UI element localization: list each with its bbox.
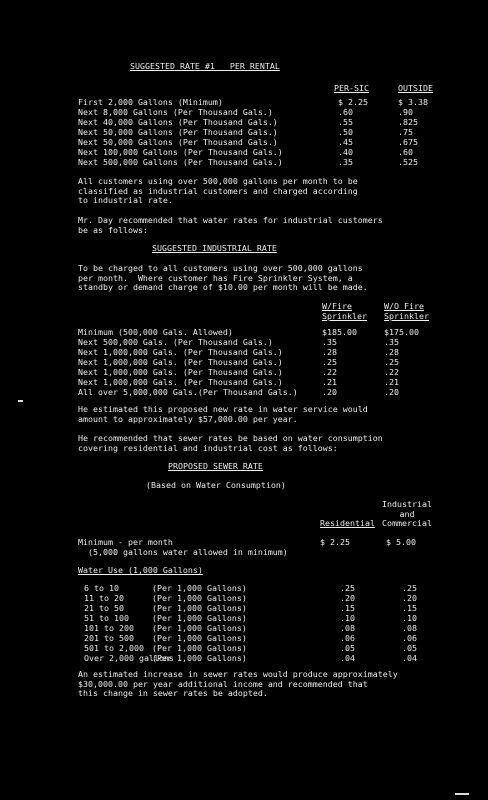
- para-industrial-class: All customers using over 500,000 gallons per month to be classified as industrial customers and charged according to industrial rate.: [78, 176, 358, 206]
- industrial-header-with-sprinkler: W/Fire Sprinkler: [322, 301, 367, 321]
- scan-mark: [455, 793, 469, 795]
- para-industrial-charge: To be charged to all customers using over 500,000 gallons per month. Where customer has Fire Sprinkler System, a standby or demand charge of $10.00 per month will be made.: [78, 263, 368, 293]
- industrial-label: Next 500,000 Gals. (Per Thousand Gals.): [78, 337, 273, 347]
- sewer-header-residential: Residential: [320, 518, 375, 528]
- sewer-residential-value: .25: [340, 583, 355, 593]
- sewer-range: 51 to 100: [84, 613, 129, 623]
- rate-inside-value: .35: [338, 157, 353, 167]
- rate-inside-value: .60: [338, 107, 353, 117]
- page-title: SUGGESTED RATE #1 PER RENTAL: [130, 61, 280, 71]
- industrial-with-sprinkler-value: .28: [322, 347, 337, 357]
- rate-label: Next 50,000 Gallons (Per Thousand Gals.): [78, 127, 278, 137]
- sewer-industrial-value: .10: [402, 613, 417, 623]
- industrial-heading: SUGGESTED INDUSTRIAL RATE: [152, 243, 277, 253]
- sewer-residential-value: .04: [340, 653, 355, 663]
- rate-outside-value: .60: [398, 147, 413, 157]
- sewer-unit: (Per 1,000 Gallons): [152, 593, 247, 603]
- table-row: [0, 388, 488, 398]
- rate-outside-value: .90: [398, 107, 413, 117]
- sewer-industrial-value: .05: [402, 643, 417, 653]
- sewer-unit: (Per 1,000 Gallons): [152, 633, 247, 643]
- sewer-minimum-residential: $ 2.25: [320, 537, 350, 547]
- industrial-with-sprinkler-value: .35: [322, 337, 337, 347]
- sewer-industrial-value: .20: [402, 593, 417, 603]
- industrial-header-without-sprinkler: W/O Fire Sprinkler: [384, 301, 429, 321]
- sewer-heading: PROPOSED SEWER RATE: [168, 461, 263, 471]
- rate-label: Next 500,000 Gallons (Per Thousand Gals.): [78, 157, 283, 167]
- rate-inside-value: .55: [338, 117, 353, 127]
- industrial-label: Minimum (500,000 Gals. Allowed): [78, 327, 233, 337]
- rate-inside-value: .45: [338, 137, 353, 147]
- sewer-header-industrial: Industrial and Commercial: [382, 499, 432, 529]
- rate-header-outside: OUTSIDE: [398, 83, 433, 93]
- industrial-label: All over 5,000,000 Gals.(Per Thousand Gals.): [78, 387, 298, 397]
- sewer-range: 201 to 500: [84, 633, 134, 643]
- sewer-minimum-label: Minimum - per month (5,000 gallons water allowed in minimum): [78, 537, 288, 557]
- sewer-industrial-value: .04: [402, 653, 417, 663]
- rate-label: First 2,000 Gallons (Minimum): [78, 97, 223, 107]
- sewer-residential-value: .05: [340, 643, 355, 653]
- industrial-with-sprinkler-value: .21: [322, 377, 337, 387]
- sewer-industrial-value: .06: [402, 633, 417, 643]
- para-estimate: He estimated this proposed new rate in water service would amount to approximately $57,000.00 per year.: [78, 404, 368, 424]
- industrial-label: Next 1,000,000 Gals. (Per Thousand Gals.): [78, 367, 283, 377]
- sewer-minimum-industrial: $ 5.00: [386, 537, 416, 547]
- sewer-unit: (Per 1,000 Gallons): [152, 623, 247, 633]
- sewer-unit: (Per 1,000 Gallons): [152, 583, 247, 593]
- rate-label: Next 50,000 Gallons (Per Thousand Gals.): [78, 137, 278, 147]
- rate-outside-value: .675: [398, 137, 418, 147]
- rate-label: Next 40,000 Gallons (Per Thousand Gals.): [78, 117, 278, 127]
- rate-label: Next 8,000 Gallons (Per Thousand Gals.): [78, 107, 273, 117]
- rate-label: Next 100,000 Gallons (Per Thousand Gals.): [78, 147, 283, 157]
- industrial-without-sprinkler-value: .25: [384, 357, 399, 367]
- sewer-range: 101 to 200: [84, 623, 134, 633]
- sewer-industrial-value: .25: [402, 583, 417, 593]
- rate-header-inside: PER-SIC: [334, 83, 369, 93]
- para-closing: An estimated increase in sewer rates would produce approximately $30,000.00 per year additional income and recommended that this change in sewer rates be adopted.: [78, 669, 398, 699]
- sewer-unit: (Per 1,000 Gallons): [152, 653, 247, 663]
- rate-outside-value: $ 3.38: [398, 97, 428, 107]
- sewer-unit: (Per 1,000 Gallons): [152, 613, 247, 623]
- para-sewer: He recommended that sewer rates be based on water consumption covering residential and industrial cost as follows:: [78, 433, 383, 453]
- industrial-label: Next 1,000,000 Gals. (Per Thousand Gals.): [78, 357, 283, 367]
- sewer-residential-value: .10: [340, 613, 355, 623]
- industrial-without-sprinkler-value: .28: [384, 347, 399, 357]
- industrial-without-sprinkler-value: .22: [384, 367, 399, 377]
- sewer-industrial-value: .08: [402, 623, 417, 633]
- sewer-unit: (Per 1,000 Gallons): [152, 603, 247, 613]
- scan-mark: [18, 400, 23, 402]
- industrial-with-sprinkler-value: .25: [322, 357, 337, 367]
- industrial-with-sprinkler-value: .22: [322, 367, 337, 377]
- industrial-without-sprinkler-value: .21: [384, 377, 399, 387]
- table-row: [0, 654, 488, 664]
- sewer-range: 501 to 2,000: [84, 643, 144, 653]
- table-row: [0, 158, 488, 168]
- sewer-range: 6 to 10: [84, 583, 119, 593]
- industrial-without-sprinkler-value: .20: [384, 387, 399, 397]
- water-use-heading: Water Use (1,000 Gallons): [78, 565, 203, 575]
- rate-outside-value: .75: [398, 127, 413, 137]
- industrial-label: Next 1,000,000 Gals. (Per Thousand Gals.): [78, 377, 283, 387]
- industrial-without-sprinkler-value: .35: [384, 337, 399, 347]
- sewer-residential-value: .08: [340, 623, 355, 633]
- sewer-range: 11 to 20: [84, 593, 124, 603]
- rate-inside-value: $ 2.25: [338, 97, 368, 107]
- sewer-range: Over 2,000 gallons: [84, 653, 174, 663]
- sewer-subheading: (Based on Water Consumption): [146, 480, 286, 490]
- rate-inside-value: .40: [338, 147, 353, 157]
- para-recommend: Mr. Day recommended that water rates for industrial customers be as follows:: [78, 215, 383, 235]
- sewer-residential-value: .20: [340, 593, 355, 603]
- industrial-without-sprinkler-value: $175.00: [384, 327, 419, 337]
- sewer-residential-value: .15: [340, 603, 355, 613]
- sewer-range: 21 to 50: [84, 603, 124, 613]
- sewer-unit: (Per 1,000 Gallons): [152, 643, 247, 653]
- rate-outside-value: .825: [398, 117, 418, 127]
- industrial-label: Next 1,000,000 Gals. (Per Thousand Gals.): [78, 347, 283, 357]
- industrial-with-sprinkler-value: $185.00: [322, 327, 357, 337]
- rate-inside-value: .50: [338, 127, 353, 137]
- industrial-with-sprinkler-value: .20: [322, 387, 337, 397]
- sewer-industrial-value: .15: [402, 603, 417, 613]
- sewer-residential-value: .06: [340, 633, 355, 643]
- rate-outside-value: .525: [398, 157, 418, 167]
